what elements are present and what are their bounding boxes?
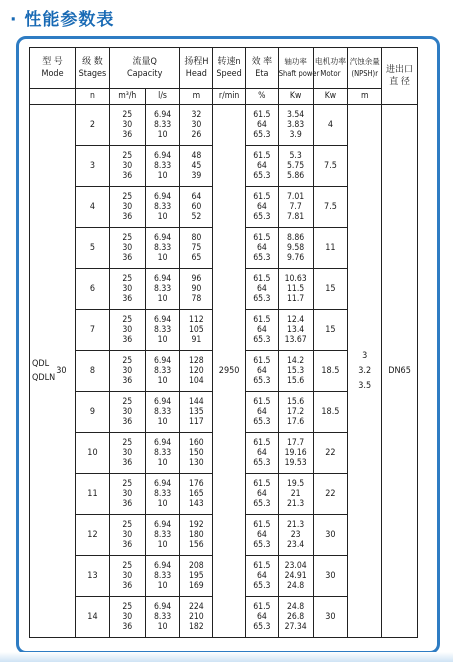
unit-eta: % bbox=[245, 89, 278, 105]
flow-m3h-cell: 25 30 36 bbox=[109, 146, 145, 187]
flow-ls-cell: 6.94 8.33 10 bbox=[145, 269, 180, 310]
eta-cell: 61.5 64 65.3 bbox=[245, 269, 278, 310]
head-cell: 192 180 156 bbox=[180, 515, 213, 556]
shaft-power-cell: 21.3 23 23.4 bbox=[278, 515, 313, 556]
units-model-blank bbox=[30, 89, 76, 105]
head-cell: 224 210 182 bbox=[180, 597, 213, 638]
head-cell: 32 30 26 bbox=[180, 105, 213, 146]
head-cell: 112 105 91 bbox=[180, 310, 213, 351]
stages-cell: 6 bbox=[76, 269, 110, 310]
unit-motor: Kw bbox=[313, 89, 348, 105]
performance-table bbox=[29, 47, 418, 638]
shaft-power-cell: 17.7 19.16 19.53 bbox=[278, 433, 313, 474]
header-speed: 转速n Speed bbox=[213, 48, 246, 89]
table-row bbox=[30, 105, 418, 146]
units-row bbox=[30, 89, 418, 105]
motor-cell: 7.5 bbox=[313, 187, 348, 228]
model-label: QDL QDLN bbox=[32, 359, 56, 383]
head-cell: 48 45 39 bbox=[180, 146, 213, 187]
page-title: · 性能参数表 bbox=[10, 10, 115, 30]
motor-cell: 11 bbox=[313, 228, 348, 269]
unit-stages: n bbox=[76, 89, 110, 105]
flow-m3h-cell: 25 30 36 bbox=[109, 474, 145, 515]
npsh-cell: 3 3.2 3.5 bbox=[348, 105, 382, 638]
eta-cell: 61.5 64 65.3 bbox=[245, 474, 278, 515]
stages-cell: 10 bbox=[76, 433, 110, 474]
motor-cell: 30 bbox=[313, 597, 348, 638]
shaft-power-cell: 5.3 5.75 5.86 bbox=[278, 146, 313, 187]
header-model: 型 号 Mode bbox=[30, 48, 76, 89]
stages-cell: 14 bbox=[76, 597, 110, 638]
stages-cell: 8 bbox=[76, 351, 110, 392]
motor-cell: 15 bbox=[313, 269, 348, 310]
shaft-power-cell: 15.6 17.2 17.6 bbox=[278, 392, 313, 433]
eta-cell: 61.5 64 65.3 bbox=[245, 187, 278, 228]
model-cell bbox=[30, 105, 76, 638]
header-inlet-outlet: 进出口 直 径 bbox=[382, 48, 418, 105]
header-capacity: 流量Q Capacity bbox=[109, 48, 180, 89]
head-cell: 96 90 78 bbox=[180, 269, 213, 310]
eta-cell: 61.5 64 65.3 bbox=[245, 392, 278, 433]
stages-cell: 9 bbox=[76, 392, 110, 433]
motor-cell: 4 bbox=[313, 105, 348, 146]
header-shaft-power: 轴功率 Shaft power bbox=[278, 48, 313, 89]
unit-shaft-power: Kw bbox=[278, 89, 313, 105]
shaft-power-cell: 7.01 7.7 7.81 bbox=[278, 187, 313, 228]
stages-cell: 12 bbox=[76, 515, 110, 556]
head-cell: 80 75 65 bbox=[180, 228, 213, 269]
stages-cell: 7 bbox=[76, 310, 110, 351]
flow-m3h-cell: 25 30 36 bbox=[109, 310, 145, 351]
unit-npsh: m bbox=[348, 89, 382, 105]
head-cell: 64 60 52 bbox=[180, 187, 213, 228]
stages-cell: 4 bbox=[76, 187, 110, 228]
model-suffix: 30 bbox=[56, 366, 67, 376]
flow-m3h-cell: 25 30 36 bbox=[109, 392, 145, 433]
eta-cell: 61.5 64 65.3 bbox=[245, 351, 278, 392]
flow-ls-cell: 6.94 8.33 10 bbox=[145, 474, 180, 515]
flow-m3h-cell: 25 30 36 bbox=[109, 351, 145, 392]
stages-cell: 3 bbox=[76, 146, 110, 187]
stages-cell: 11 bbox=[76, 474, 110, 515]
shaft-power-cell: 12.4 13.4 13.67 bbox=[278, 310, 313, 351]
header-npsh: 汽蚀余量 (NPSH)r bbox=[348, 48, 382, 89]
bottom-gradient-bar bbox=[0, 652, 453, 662]
eta-cell: 61.5 64 65.3 bbox=[245, 310, 278, 351]
shaft-power-cell: 8.86 9.58 9.76 bbox=[278, 228, 313, 269]
stages-cell: 2 bbox=[76, 105, 110, 146]
eta-cell: 61.5 64 65.3 bbox=[245, 515, 278, 556]
motor-cell: 30 bbox=[313, 515, 348, 556]
eta-cell: 61.5 64 65.3 bbox=[245, 433, 278, 474]
eta-cell: 61.5 64 65.3 bbox=[245, 146, 278, 187]
stages-cell: 13 bbox=[76, 556, 110, 597]
shaft-power-cell: 10.63 11.5 11.7 bbox=[278, 269, 313, 310]
flow-m3h-cell: 25 30 36 bbox=[109, 597, 145, 638]
head-cell: 160 150 130 bbox=[180, 433, 213, 474]
speed-cell: 2950 bbox=[213, 105, 246, 638]
eta-cell: 61.5 64 65.3 bbox=[245, 597, 278, 638]
motor-cell: 22 bbox=[313, 433, 348, 474]
eta-cell: 61.5 64 65.3 bbox=[245, 556, 278, 597]
flow-ls-cell: 6.94 8.33 10 bbox=[145, 597, 180, 638]
motor-cell: 7.5 bbox=[313, 146, 348, 187]
motor-cell: 15 bbox=[313, 310, 348, 351]
flow-m3h-cell: 25 30 36 bbox=[109, 556, 145, 597]
flow-ls-cell: 6.94 8.33 10 bbox=[145, 310, 180, 351]
head-cell: 144 135 117 bbox=[180, 392, 213, 433]
eta-cell: 61.5 64 65.3 bbox=[245, 228, 278, 269]
flow-m3h-cell: 25 30 36 bbox=[109, 187, 145, 228]
flow-ls-cell: 6.94 8.33 10 bbox=[145, 392, 180, 433]
unit-flow-m3h: m³/h bbox=[109, 89, 145, 105]
flow-m3h-cell: 25 30 36 bbox=[109, 269, 145, 310]
head-cell: 128 120 104 bbox=[180, 351, 213, 392]
flow-ls-cell: 6.94 8.33 10 bbox=[145, 105, 180, 146]
eta-cell: 61.5 64 65.3 bbox=[245, 105, 278, 146]
flow-ls-cell: 6.94 8.33 10 bbox=[145, 515, 180, 556]
header-stages: 级 数 Stages bbox=[76, 48, 110, 89]
header-head: 扬程H Head bbox=[180, 48, 213, 89]
flow-ls-cell: 6.94 8.33 10 bbox=[145, 146, 180, 187]
unit-speed: r/min bbox=[213, 89, 246, 105]
shaft-power-cell: 24.8 26.8 27.34 bbox=[278, 597, 313, 638]
motor-cell: 18.5 bbox=[313, 351, 348, 392]
flow-ls-cell: 6.94 8.33 10 bbox=[145, 187, 180, 228]
inlet-outlet-cell: DN65 bbox=[382, 105, 418, 638]
shaft-power-cell: 23.04 24.91 24.8 bbox=[278, 556, 313, 597]
motor-cell: 30 bbox=[313, 556, 348, 597]
header-eta: 效 率 Eta bbox=[245, 48, 278, 89]
flow-m3h-cell: 25 30 36 bbox=[109, 105, 145, 146]
motor-cell: 22 bbox=[313, 474, 348, 515]
flow-ls-cell: 6.94 8.33 10 bbox=[145, 228, 180, 269]
flow-m3h-cell: 25 30 36 bbox=[109, 228, 145, 269]
header-row bbox=[30, 48, 418, 89]
motor-cell: 18.5 bbox=[313, 392, 348, 433]
unit-head: m bbox=[180, 89, 213, 105]
table-body bbox=[30, 105, 418, 638]
flow-ls-cell: 6.94 8.33 10 bbox=[145, 433, 180, 474]
unit-flow-ls: l/s bbox=[145, 89, 180, 105]
header-motor: 电机功率 Motor bbox=[313, 48, 348, 89]
flow-ls-cell: 6.94 8.33 10 bbox=[145, 556, 180, 597]
shaft-power-cell: 14.2 15.3 15.6 bbox=[278, 351, 313, 392]
flow-m3h-cell: 25 30 36 bbox=[109, 433, 145, 474]
flow-ls-cell: 6.94 8.33 10 bbox=[145, 351, 180, 392]
stages-cell: 5 bbox=[76, 228, 110, 269]
shaft-power-cell: 3.54 3.83 3.9 bbox=[278, 105, 313, 146]
flow-m3h-cell: 25 30 36 bbox=[109, 515, 145, 556]
head-cell: 176 165 143 bbox=[180, 474, 213, 515]
shaft-power-cell: 19.5 21 21.3 bbox=[278, 474, 313, 515]
head-cell: 208 195 169 bbox=[180, 556, 213, 597]
